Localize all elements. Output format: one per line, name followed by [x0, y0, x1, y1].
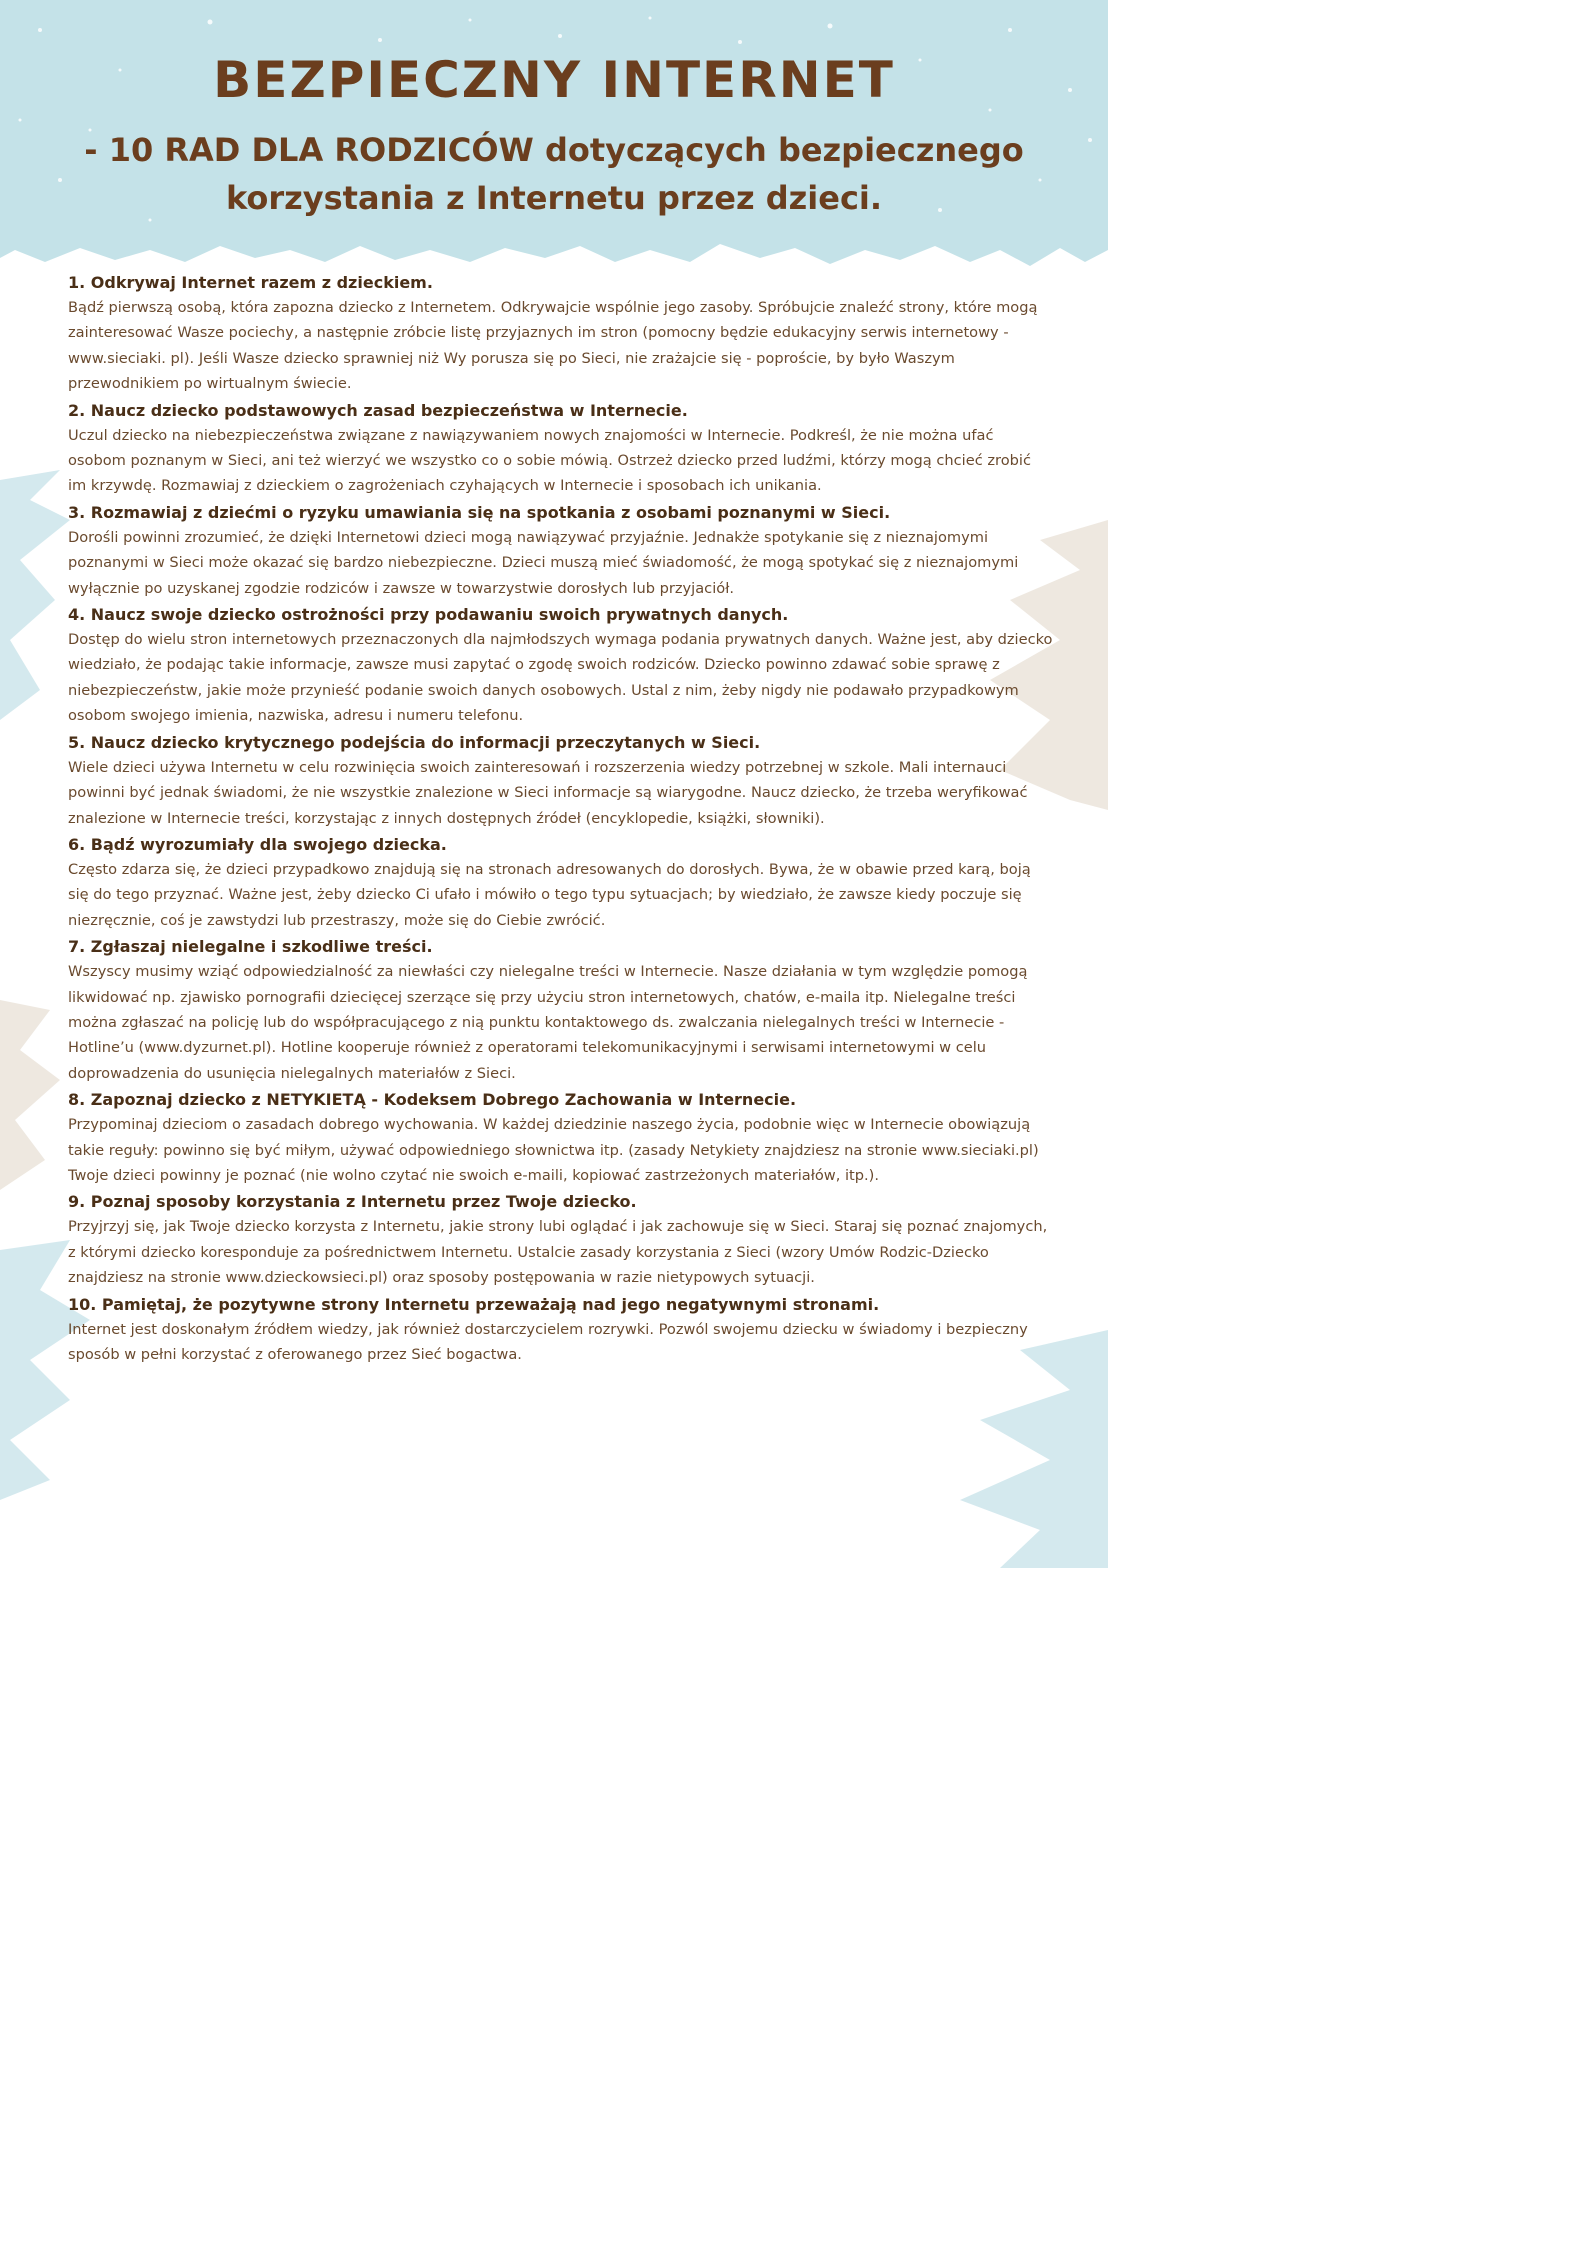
- subtitle-line-2: korzystania z Internetu przez dzieci.: [225, 179, 883, 217]
- tip-title: 7. Zgłaszaj nielegalne i szkodliwe treści.: [68, 937, 433, 957]
- tip-body: Wszyscy musimy wziąć odpowiedzialność za niewłaści czy nielegalne treści w Internecie. Nasze działania w tym względzie pomogą likwidować np. zjawisko pornografii dziecięcej szerzące się przy użyciu stron internetowych, chatów, e-maila itp. Nielegalne treści można zgłaszać na policję lub do współpracującego z nią punktu kontaktowego ds. zwalczania nielegalnych treści w Internecie - Hotline’u (www.dyzurnet.pl). Hotline kooperuje również z operatorami telekomunikacyjnymi i serwisami internetowymi w celu doprowadzenia do usunięcia nielegalnych materiałów z Sieci.: [68, 963, 1028, 1082]
- tip-2: [68, 398, 1053, 499]
- tip-9: [68, 1189, 1053, 1290]
- header: [0, 0, 1108, 260]
- tip-6: [68, 832, 1053, 933]
- page: [0, 0, 1108, 1568]
- tip-title: 8. Zapoznaj dziecko z NETYKIETĄ - Kodeksem Dobrego Zachowania w Internecie.: [68, 1090, 797, 1110]
- left-blue-splash: [0, 470, 70, 720]
- tip-title: 9. Poznaj sposoby korzystania z Internetu przez Twoje dziecko.: [68, 1192, 637, 1212]
- tip-title: 4. Naucz swoje dziecko ostrożności przy podawaniu swoich prywatnych danych.: [68, 605, 789, 625]
- tip-body: Dorośli powinni zrozumieć, że dzięki Internetowi dzieci mogą nawiązywać przyjaźnie. Jednakże spotykanie się z nieznajomymi poznanymi w Sieci może okazać się bardzo niebezpieczne. Dzieci muszą mieć świadomość, że mogą spotykać się z nieznajomymi wyłącznie po uzyskanej zgodzie rodziców i zawsze w towarzystwie dorosłych lub przyjaciół.: [68, 528, 1019, 597]
- tip-5: [68, 730, 1053, 831]
- tip-title: 5. Naucz dziecko krytycznego podejścia do informacji przeczytanych w Sieci.: [68, 732, 761, 752]
- tip-body: Często zdarza się, że dzieci przypadkowo znajdują się na stronach adresowanych do dorosłych. Bywa, że w obawie przed karą, boją się do tego przyznać. Ważne jest, żeby dziecko Ci ufało i mówiło o tego typu sytuacjach; by wiedziało, że zawsze kiedy poczuje się niezręcznie, coś je zawstydzi lub przestraszy, może się do Ciebie zwrócić.: [68, 860, 1031, 929]
- tip-body: Dostęp do wielu stron internetowych przeznaczonych dla najmłodszych wymaga podania prywatnych danych. Ważne jest, aby dziecko wiedziało, że podając takie informacje, zawsze musi zapytać o zgodę swoich rodziców. Dziecko powinno zdawać sobie sprawę z niebezpieczeństw, jakie może przynieść podanie swoich danych osobowych. Ustal z nim, żeby nigdy nie podawało przypadkowym osobom swojego imienia, nazwiska, adresu i numeru telefonu.: [68, 631, 1053, 725]
- tip-title: 2. Naucz dziecko podstawowych zasad bezpieczeństwa w Internecie.: [68, 400, 688, 420]
- page-subtitle: [40, 126, 1068, 222]
- tip-7: [68, 934, 1053, 1086]
- subtitle-line-1: - 10 RAD DLA RODZICÓW dotyczących bezpiecznego: [84, 131, 1024, 169]
- tip-body: Przyjrzyj się, jak Twoje dziecko korzysta z Internetu, jakie strony lubi oglądać i jak zachowuje się w Sieci. Staraj się poznać znajomych, z którymi dziecko koresponduje za pośrednictwem Internetu. Ustalcie zasady korzystania z Sieci (wzory Umów Rodzic-Dziecko znajdziesz na stronie www.dzieckowsieci.pl) oraz sposoby postępowania w razie nietypowych sytuacji.: [68, 1218, 1048, 1287]
- tip-body: Uczul dziecko na niebezpieczeństwa związane z nawiązywaniem nowych znajomości w Internecie. Podkreśl, że nie można ufać osobom poznanym w Sieci, ani też wierzyć we wszystko co o sobie mówią. Ostrzeż dziecko przed ludźmi, którzy mogą chcieć zrobić im krzywdę. Rozmawiaj z dzieckiem o zagrożeniach czyhających w Internecie i sposobach ich unikania.: [68, 426, 1031, 495]
- tip-title: 3. Rozmawiaj z dziećmi o ryzyku umawiania się na spotkania z osobami poznanymi w Sieci.: [68, 502, 891, 522]
- tip-10: [68, 1292, 1053, 1368]
- tip-title: 10. Pamiętaj, że pozytywne strony Internetu przeważają nad jego negatywnymi stronami.: [68, 1294, 880, 1314]
- tip-title: 1. Odkrywaj Internet razem z dzieckiem.: [68, 273, 433, 292]
- tip-body: Internet jest doskonałym źródłem wiedzy, jak również dostarczycielem rozrywki. Pozwól swojemu dziecku w świadomy i bezpieczny sposób w pełni korzystać z oferowanego przez Sieć bogactwa.: [68, 1320, 1028, 1363]
- left-beige-splash: [0, 1000, 60, 1190]
- tip-3: [68, 500, 1053, 601]
- tip-4: [68, 602, 1053, 729]
- tip-body: Przypominaj dzieciom o zasadach dobrego wychowania. W każdej dziedzinie naszego życia, podobnie więc w Internecie obowiązują takie reguły: powinno się być miłym, używać odpowiedniego słownictwa itp. (zasady Netykiety znajdziesz na stronie www.sieciaki.pl) Twoje dzieci powinny je poznać (nie wolno czytać nie swoich e-maili, kopiować zastrzeżonych materiałów, itp.).: [68, 1116, 1039, 1184]
- tip-title: 6. Bądź wyrozumiały dla swojego dziecka.: [68, 834, 447, 854]
- tip-1: [68, 270, 1053, 397]
- tip-body: Bądź pierwszą osobą, która zapozna dziecko z Internetem. Odkrywajcie wspólnie jego zasoby. Spróbujcie znaleźć strony, które mogą zainteresować Wasze pociechy, a następnie zróbcie listę przyjaznych im stron (pomocny będzie edukacyjny serwis internetowy - www.sieciaki. pl). Jeśli Wasze dziecko sprawniej niż Wy porusza się po Sieci, nie zrażajcie się - poproście, by było Waszym przewodnikiem po wirtualnym świecie.: [68, 299, 1038, 393]
- page-title: BEZPIECZNY INTERNET: [213, 51, 895, 109]
- tips-list: [68, 270, 1053, 1368]
- tip-body: Wiele dzieci używa Internetu w celu rozwinięcia swoich zainteresowań i rozszerzenia wiedzy potrzebnej w szkole. Mali internauci powinni być jednak świadomi, że nie wszystkie znalezione w Sieci informacje są wiarygodne. Naucz dziecko, że trzeba weryfikować znalezione w Internecie treści, korzystając z innych dostępnych źródeł (encyklopedie, książki, słowniki).: [68, 758, 1028, 827]
- tip-8: [68, 1087, 1053, 1188]
